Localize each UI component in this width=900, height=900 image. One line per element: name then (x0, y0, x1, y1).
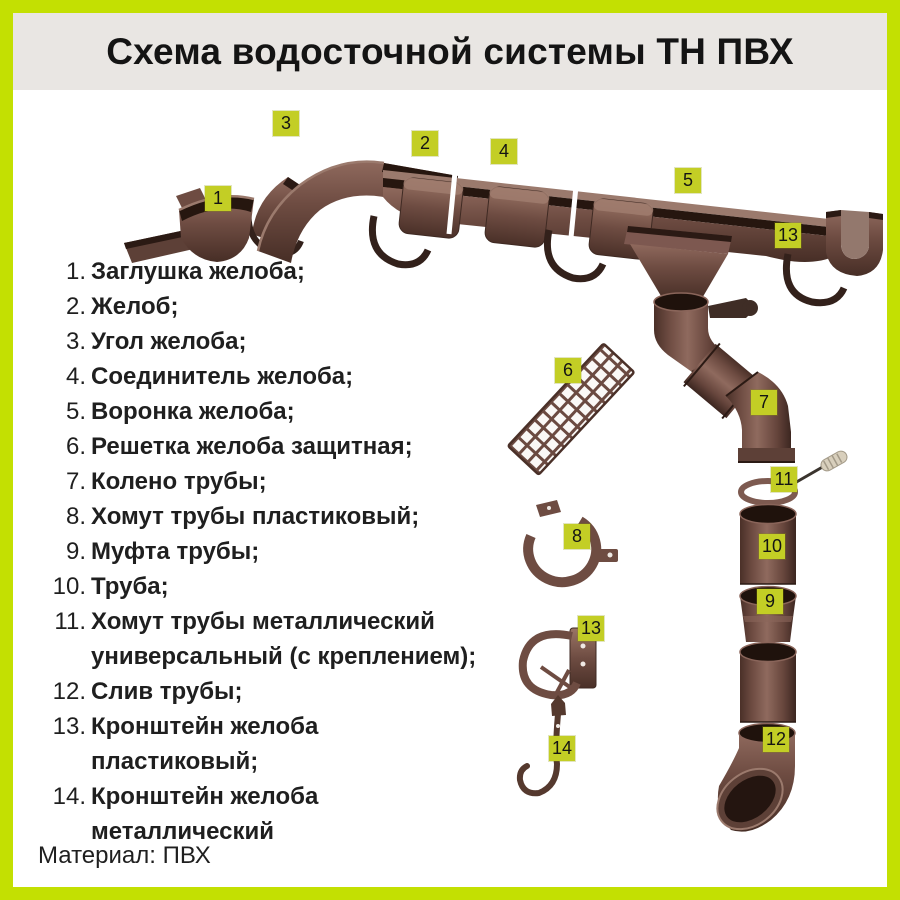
gutter-bracket-plastic (523, 628, 596, 695)
part-tag-1: 1 (205, 186, 231, 211)
list-item-label: Хомут трубы металлический универсальный (с креплением); (91, 608, 477, 670)
part-tag-14: 14 (549, 736, 575, 761)
material-note: Материал: ПВХ (38, 842, 211, 869)
part-tag-5: 5 (675, 168, 701, 193)
list-item-number: 8. (65, 503, 86, 530)
list-item-label: Угол желоба; (91, 328, 247, 355)
list-item (36, 534, 514, 569)
page-title: Схема водосточной системы ТН ПВХ (106, 30, 794, 72)
pipe-clamp-plastic (528, 500, 618, 582)
list-item-number: 6. (65, 433, 86, 460)
pipe-section (740, 643, 796, 723)
list-item (36, 464, 514, 499)
list-item (36, 499, 514, 534)
list-item (36, 324, 514, 359)
list-item (36, 254, 514, 289)
list-item-label: Желоб; (91, 293, 179, 320)
list-item-label: Муфта трубы; (91, 538, 260, 565)
list-item (36, 604, 514, 674)
gutter-end-piece (826, 210, 883, 276)
gutter-connector (484, 186, 550, 248)
part-tag-2: 2 (412, 131, 438, 156)
list-item-number: 4. (65, 363, 86, 390)
pipe-section (740, 505, 796, 585)
list-item-number: 3. (65, 328, 86, 355)
part-tag-11: 11 (771, 467, 797, 492)
list-item (36, 289, 514, 324)
list-item-label: Хомут трубы пластиковый; (91, 503, 420, 530)
part-tag-6: 6 (555, 358, 581, 383)
list-item-number: 14. (52, 783, 86, 810)
list-item-label: Слив трубы; (91, 678, 243, 705)
list-item-label: Труба; (91, 573, 169, 600)
list-item-label: Решетка желоба защитная; (91, 433, 413, 460)
part-tag-4: 4 (491, 139, 517, 164)
part-tag-7: 7 (751, 390, 777, 415)
part-tag-3: 3 (273, 111, 299, 136)
part-tag-10: 10 (759, 534, 785, 559)
part-tag-12: 12 (763, 727, 789, 752)
part-tag-13: 13 (578, 616, 604, 641)
list-item-number: 11. (54, 608, 86, 635)
list-item (36, 674, 514, 709)
title-banner (13, 13, 887, 90)
list-item-number: 2. (65, 293, 86, 320)
list-item-label: Воронка желоба; (91, 398, 295, 425)
pipe-coupling (740, 587, 796, 643)
list-item-number: 12. (52, 678, 86, 705)
part-tag-13: 13 (775, 223, 801, 248)
list-item-label: Заглушка желоба; (91, 258, 305, 285)
list-item-label: Соединитель желоба; (91, 363, 354, 390)
list-item (36, 709, 514, 779)
list-item (36, 779, 514, 849)
list-item-number: 7. (65, 468, 86, 495)
gutter-grid (508, 344, 634, 475)
list-item-number: 13. (52, 713, 86, 740)
part-tag-9: 9 (757, 589, 783, 614)
list-item-number: 10. (52, 573, 86, 600)
list-item-label: Кронштейн желоба пластиковый; (91, 713, 319, 775)
list-item-number: 5. (65, 398, 86, 425)
list-item (36, 359, 514, 394)
list-item-label: Кронштейн желоба металлический (91, 783, 319, 845)
list-item (36, 429, 514, 464)
part-tag-8: 8 (564, 524, 590, 549)
parts-list (36, 254, 514, 849)
list-item (36, 569, 514, 604)
list-item-number: 1. (65, 258, 86, 285)
gutter-end-cap (176, 188, 254, 262)
list-item-number: 9. (65, 538, 86, 565)
pipe-outlet (706, 724, 795, 842)
gutter-bracket-metal (520, 695, 566, 793)
list-item-label: Колено трубы; (91, 468, 267, 495)
list-item (36, 394, 514, 429)
